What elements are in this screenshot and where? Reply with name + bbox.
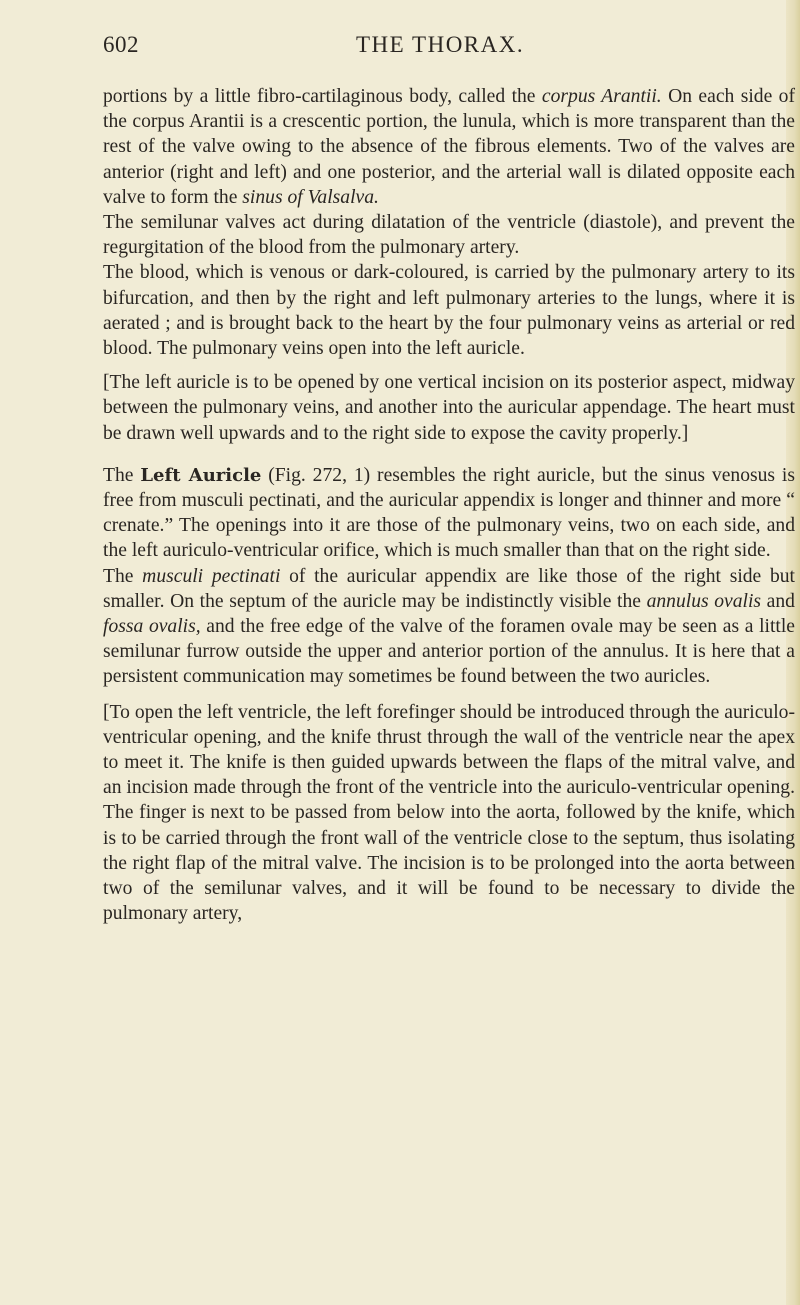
- paragraph-dissection-left-auricle: [The left auricle is to be opened by one vertical incision on its posterior aspect, midway between the pulmonary veins, and another into the auricular appendage. The heart must be drawn well upwards and to the right side to expose the cavity properly.]: [103, 372, 795, 444]
- term-corpus-arantii: corpus Arantii.: [541, 86, 662, 107]
- paragraph-left-auricle: The Left Auricle (Fig. 272, 1) resembles the right auricle, but the sinus venosus is free from musculi pectinati, and the auricular appendix is longer and thinner and more “ crenate.” The openings into it are those of the pulmonary veins, two on each side, and the left auriculo-ventricular orifice, which is much smaller than that on the right side.: [103, 464, 795, 562]
- term-musculi-pectinati: musculi pectinati: [142, 565, 281, 587]
- paragraph-semilunar-valve-structure: portions by a little fibro-cartilaginous body, called the corpus Arantii. On each side of the corpus Arantii is a crescentic portion, the lunula, which is more transparent than the rest of the valve owing to the absence of the fibrous elements. Two of the valves are anterior (right and left) and one posterior, and the arterial wall is dilated opposite each valve to form the sinus of Valsalva.: [103, 86, 795, 208]
- term-fossa-ovalis: fossa ovalis,: [103, 616, 201, 638]
- paragraph-pulmonary-circulation: The blood, which is venous or dark-coloured, is carried by the pulmonary artery to its bifurcation, and then by the right and left pulmonary arteries to the lungs, where it is aerated ; and is brought back to the heart by the four pulmonary veins as arterial or red blood. The pulmonary veins open into the left auricle.: [103, 262, 795, 360]
- running-title: THE THORAX.: [356, 32, 525, 57]
- paragraph-musculi-pectinati: The musculi pectinati of the auricular appendix are like those of the right side but smaller. On the septum of the auricle may be indistinctly visible the annulus ovalis and fossa ovalis, and the free edge of the valve of the foramen ovale may be seen as a little semilunar furrow outside the upper and anterior portion of the annulus. It is here that a persistent communication may sometimes be found between the two auricles.: [103, 565, 795, 688]
- book-page: [103, 26, 795, 927]
- term-sinus-of-valsalva: sinus of Valsalva.: [242, 186, 379, 208]
- term-annulus-ovalis: annulus ovalis: [646, 590, 762, 612]
- heading-left-auricle: Left Auricle: [140, 464, 262, 486]
- page-number: 602: [103, 32, 139, 57]
- body-text: [103, 84, 795, 927]
- running-head: [103, 26, 795, 66]
- paragraph-dissection-left-ventricle: [To open the left ventricle, the left forefinger should be introduced through the auriculo-ventricular opening, and the knife thrust through the wall of the ventricle near the apex to meet it. The knife is then guided upwards between the flaps of the mitral valve, and an incision made through the front of the ventricle into the auriculo-ventricular opening. The finger is next to be passed from below into the aorta, followed by the knife, which is to be carried through the front wall of the ventricle close to the septum, thus isolating the right flap of the mitral valve. The incision is to be prolonged into the aorta between two of the semilunar valves, and it will be found to be necessary to divide the pulmonary artery,: [103, 701, 795, 925]
- paragraph-semilunar-valve-action: The semilunar valves act during dilatation of the ventricle (diastole), and prevent the regurgitation of the blood from the pulmonary artery.: [103, 212, 795, 259]
